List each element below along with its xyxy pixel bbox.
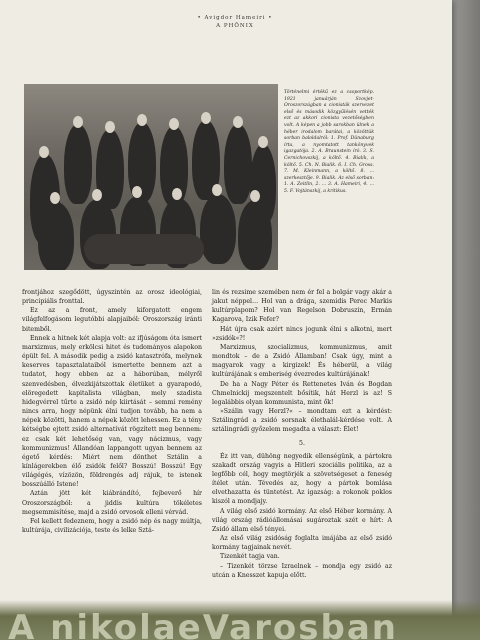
paragraph: Éz itt van, dühöng negyedik ellenségünk, a pártokra szakadt ország vagyis a Hitleri szociális politika, az a legfőbb cél, hogy megtörjék a szövetségeset a feneség ítélet után. Tévedés az, hogy a pártok bomlása elvethazatta és tüntetést. Az igazság: a rokonok poklos kiszól a mondjajy. (212, 452, 392, 506)
paragraph: Hát újra csak azért nincs jogunk élni s alkotni, mert »zsidók«?! (212, 325, 392, 342)
paragraph: – Tizenkét törzse Izraelnek – mondja egy zsidó az utcán a Knesszet kapuja előtt. (212, 562, 392, 579)
paragraph: Az első világ zsidóság foglalta imájába az első zsidó kormány tagjainak nevét. (212, 535, 392, 552)
paragraph: Aztán jött két kiábrándító, fejbeverő hír Oroszországból: a jiddis kultúra tökéletes megsemmisítése, majd a zsidó orvosok elleni vérvád. (22, 490, 202, 516)
left-text-column (22, 288, 202, 535)
paragraph: lin és rezsime szemében nem ér fel a bolgár vagy akár a jakut néppel… Hol van a drága, szemidis Perec Markis kultúrplapom? Hol van Regelson Dobruszin, Ermán Kagarova, Izik Fefer? (212, 289, 392, 324)
background-edge (452, 0, 480, 640)
running-head (160, 14, 310, 30)
paragraph: A világ első zsidó kormány. Az első Héber kormány. A világ ország rádióállomásai sugároztak szét e hírt: A Zsidó állam első tényei. (212, 507, 392, 533)
section-number: 5. (299, 439, 305, 447)
paragraph: Tizenkét tagja van. (220, 553, 280, 561)
group-photograph (24, 84, 278, 270)
running-head-author: • Avigdor Hameiri • (197, 15, 273, 21)
right-text-column (212, 288, 392, 580)
paragraph: »Szálin vagy Herzl?« – mondtam ezt a kérdést: Sztálingrád a zsidó sorsnak élethalál-kérdése volt. A sztálingrádi győzelem megadta a választ: Élet! (212, 408, 392, 434)
paragraph: Ez az a front, amely kiforgatott engem világfelfogásom legutóbbi alapjaiból: Oroszország iránti bitemből. (22, 307, 202, 333)
paragraph: Ennek a hitnek két alapja volt: az ifjúságom óta ismert marxizmus, mely erkölcsi hitet és tudományos alapokon épült fel. A második pedig a zsidó katasztrófa, melynek keserves tapasztalataiból ismertette bennem azt a tudatot, hogy ebben az a háborúban, mélyről szenvedésben, élvezkijátszottak életüket a gyarapodó, elöregedett kapitalista világban, mely szadista hidegvérrel tűrte a zsidó nép kiirtását – semmi remény nincs arra, hogy népünk élni tudjon tovább, ha nem a népek közötti, hanem a népek között lehessen. Ez a tény kétségbe ejtett zsidó alternatívát rögzített meg bennem: ez csak két lehetőség van, vagy nácizmus, vagy kommunizmus! Állandóan lappangott ugyan bennem az égető kérdés: Miért nem dönthet Sztálin a kínlágerekben élő zsidók felől? Bosszú! Bosszú! Egy világégés, vízözön, földrengés adj rájuk, te istenek bosszúálló Istene! (22, 334, 202, 489)
photo-caption: Történelmi értékű ez a csoportkép. 1921 januárján Szovjet-Oroszországban a cionisták szervezet első és második közgyűlésén vették ezt az akkori cionista vezetőségben volt. A képen a jobb sarokban ülnek a héber irodalom barátai, a közöttük sorban baloldalról: 1. Prof. Dünaburg írta, a nyomtatott tankönyvek igazgatója. 2. A. Braunstein író. 3. S. Cernichovszkij, a költő. 4. Bialik, a költő. 5. Ch. N. Bialik. 6. I. Ch. Gross. 7. M. Kleinmann, a költő. 8. ... szerkesztője. 9. Bialik. Az első sorban: 1. A. Zeitlin, 2. ... 3. A. Hameiri, 4. ... 5. F. Vojtánszkij, a kritikus. (284, 90, 374, 194)
bottom-overlay-strip (0, 600, 480, 640)
paragraph: frontjához szegődött, úgyszintén az orosz ideológiai, principiális fronttal. (22, 289, 202, 306)
running-head-journal: A PHŌNIX (216, 23, 254, 29)
paragraph: Marxizmus, szocializmus, kommunizmus, amit mondtok – de a Zsidó Államban! Csak úgy, mint a magyarok vagy a kirgizek! És héberül, a világ kultúrájának s emberiség évezredes kultúrájának! (212, 343, 392, 379)
paragraph: De ha a Nagy Péter és Rettenetes Iván és Bogdan Chmelnickij megszentelt bősítik, hát Herzl is az! S legalábbis olyan kommunista, mint ők! (212, 380, 392, 406)
paragraph: Fel kellett fedeznem, hogy a zsidó nép és nagy múltja, kultúrája, civilizációja, teste és lelke Sztá- (22, 517, 202, 535)
overlay-watermark-text: A nikolaeVarosban (8, 608, 398, 640)
